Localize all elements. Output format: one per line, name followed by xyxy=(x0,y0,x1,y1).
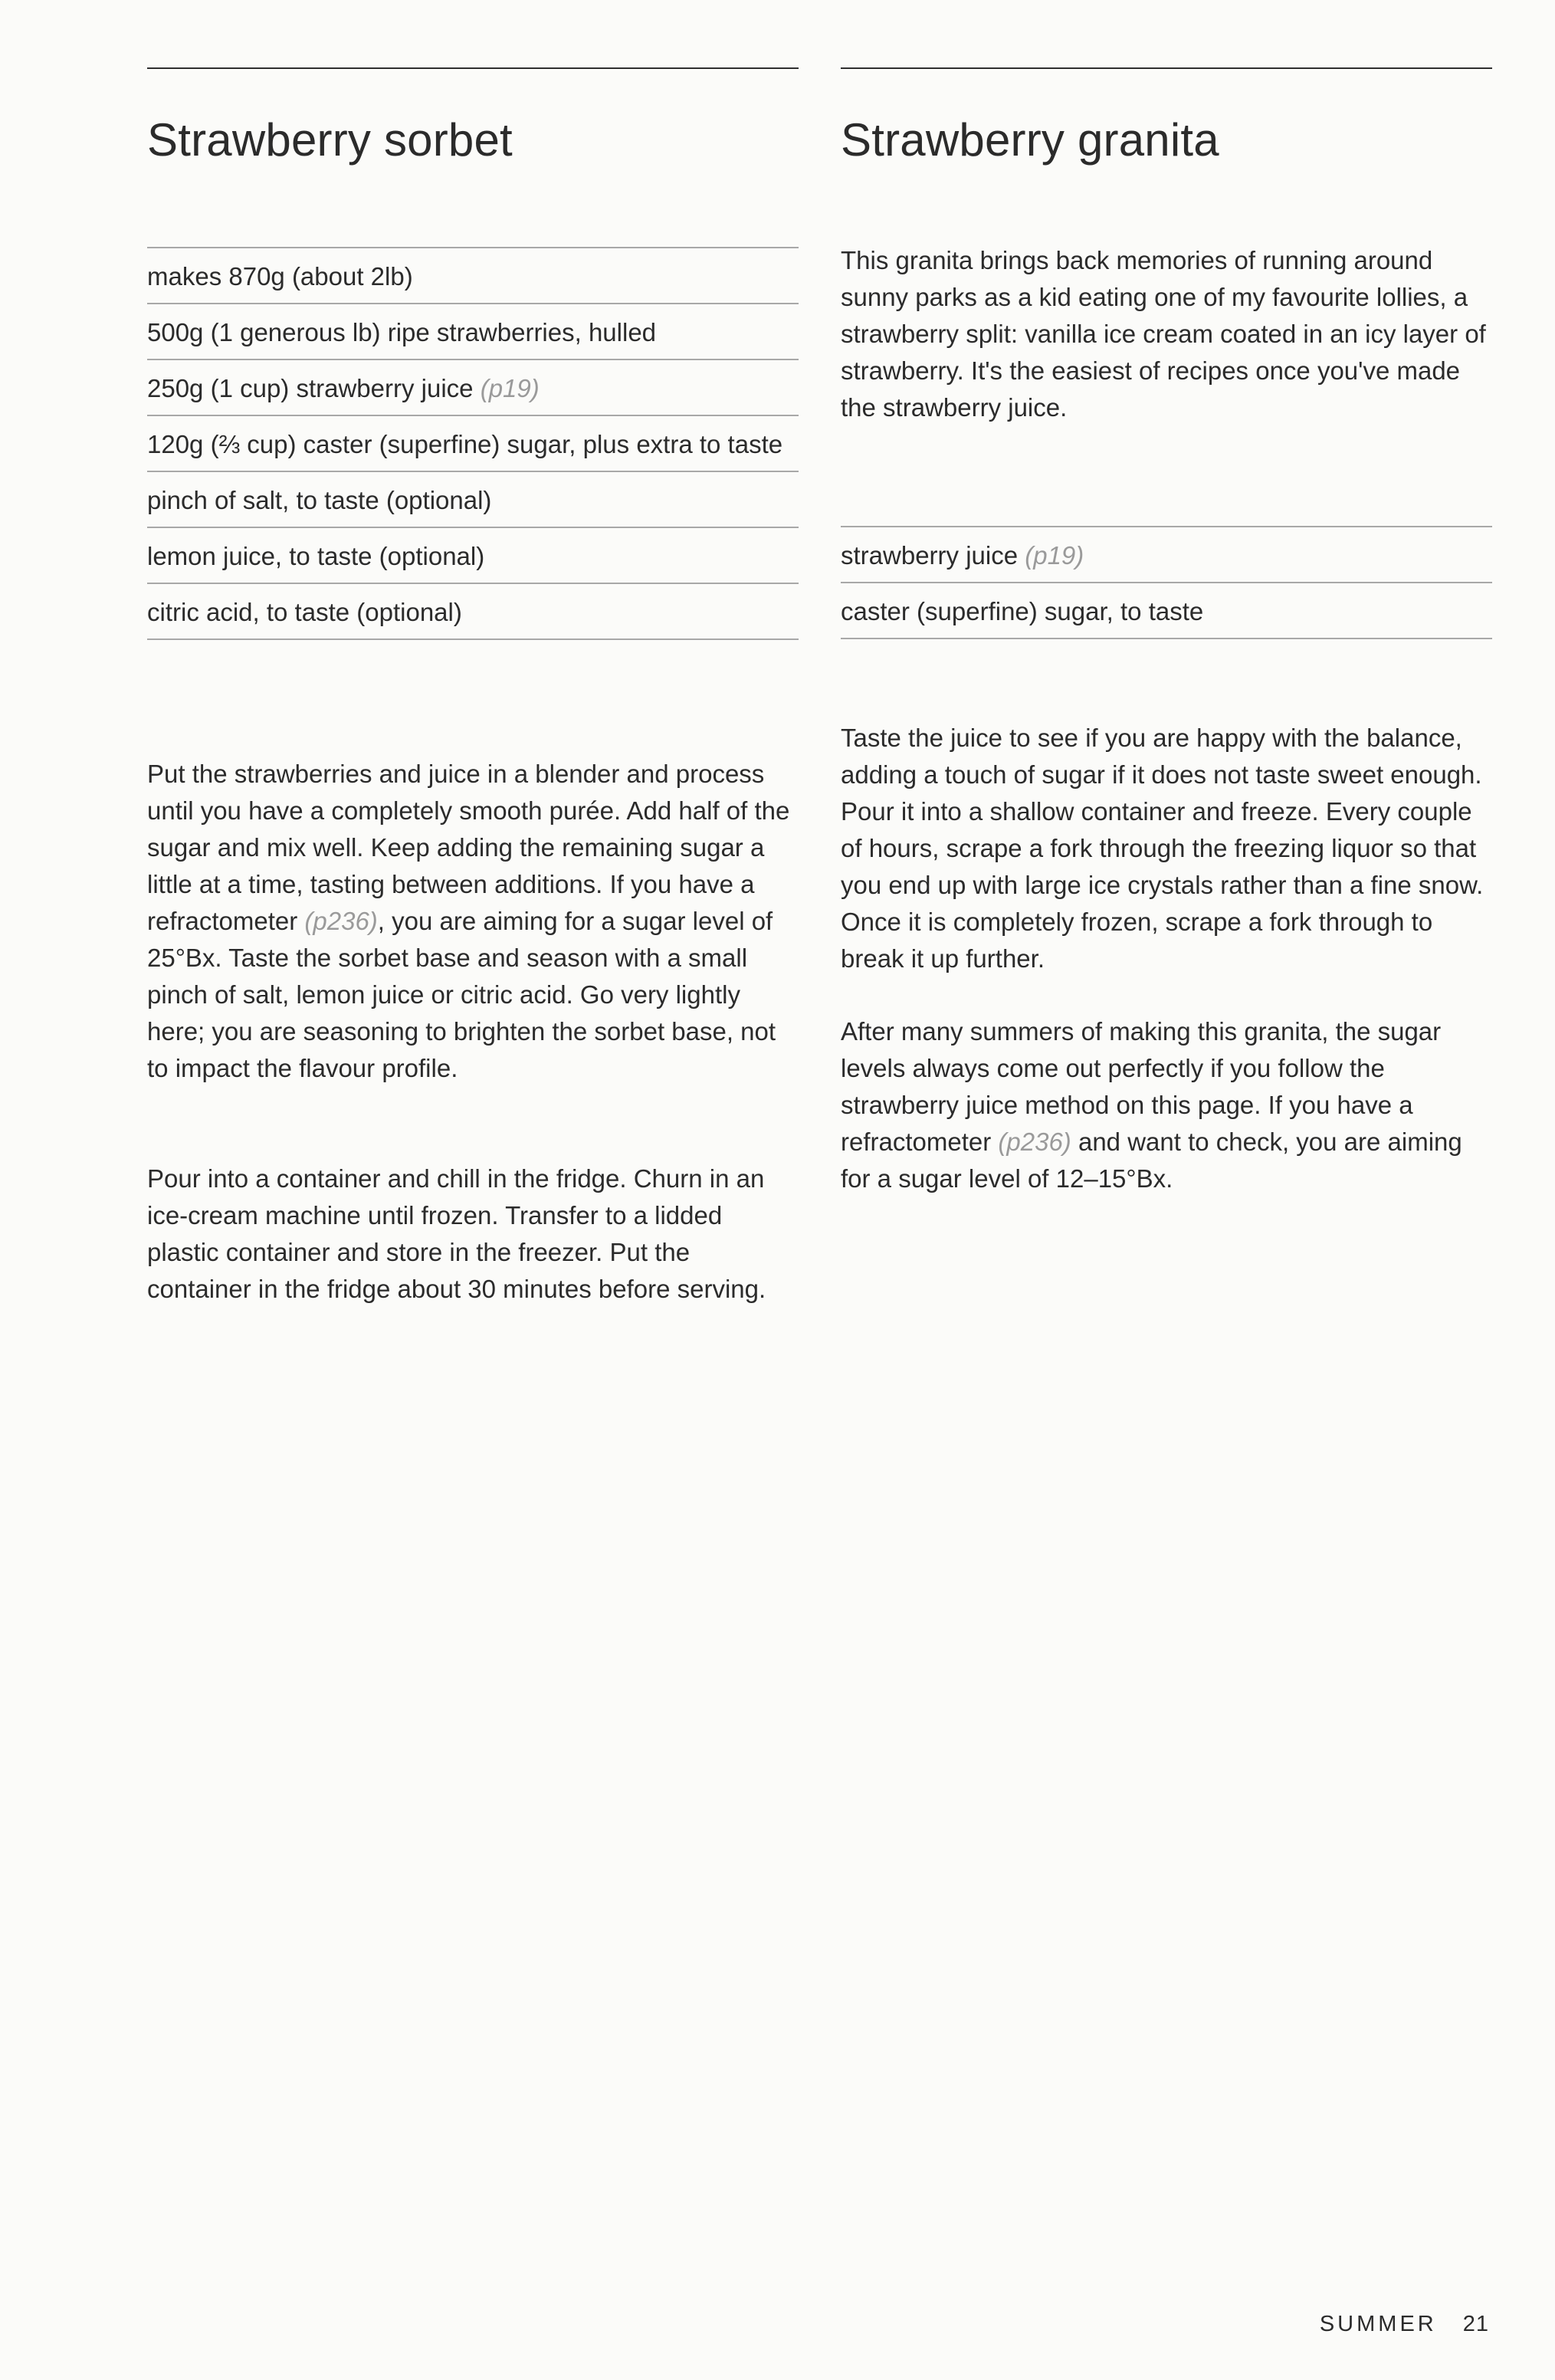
ingredient-item: caster (superfine) sugar, to taste xyxy=(841,583,1492,639)
sorbet-recipe xyxy=(147,0,799,2380)
title-rule xyxy=(841,67,1492,69)
sorbet-method-paragraph-2: Pour into a container and chill in the fridge. Churn in an ice-cream machine until frozen. Transfer to a lidded plastic container and store in the freezer. Put the container in the fridge about 30 minutes before serving. xyxy=(147,1164,766,1303)
page-reference: (p236) xyxy=(998,1128,1071,1156)
granita-method-paragraph-2: After many summers of making this granita, the sugar levels always come out perfectly if you follow the strawberry juice method on this page. If you have a refractometer (p236) and want to check, you are aiming for a sugar level of 12–15°Bx. xyxy=(841,1017,1462,1193)
page-reference: (p19) xyxy=(1025,541,1084,570)
ingredient-item: 250g (1 cup) strawberry juice (p19) xyxy=(147,360,799,416)
title-rule xyxy=(147,67,799,69)
ingredient-item: citric acid, to taste (optional) xyxy=(147,584,799,640)
ingredient-item: makes 870g (about 2lb) xyxy=(147,248,799,304)
sorbet-ingredient-list xyxy=(147,247,799,640)
granita-title: Strawberry granita xyxy=(841,114,1219,166)
ingredient-item: 120g (⅔ cup) caster (superfine) sugar, plus extra to taste xyxy=(147,416,799,472)
ingredient-item: lemon juice, to taste (optional) xyxy=(147,528,799,584)
ingredient-item: strawberry juice (p19) xyxy=(841,527,1492,583)
granita-ingredient-list xyxy=(841,526,1492,639)
granita-intro: This granita brings back memories of running around sunny parks as a kid eating one of my favourite lollies, a strawberry split: vanilla ice cream coated in an icy layer of strawberry. It's the easiest of recipes once you've made the strawberry juice. xyxy=(841,246,1486,422)
page-footer xyxy=(1320,2312,1489,2337)
page-reference: (p19) xyxy=(480,374,540,402)
sorbet-method-paragraph-1: Put the strawberries and juice in a blender and process until you have a completely smooth purée. Add half of the sugar and mix well. Keep adding the remaining sugar a little at a time, tasting between additions. If you have a refractometer (p236), you are aiming for a sugar level of 25°Bx. Taste the sorbet base and season with a small pinch of salt, lemon juice or citric acid. Go very lightly here; you are seasoning to brighten the sorbet base, not to impact the flavour profile. xyxy=(147,760,790,1082)
page-number: 21 xyxy=(1462,2312,1489,2336)
granita-method-paragraph-1: Taste the juice to see if you are happy with the balance, adding a touch of sugar if it does not taste sweet enough. Pour it into a shallow container and freeze. Every couple of hours, scrape a fork through the freezing liquor so that you end up with large ice crystals rather than a fine snow. Once it is completely frozen, scrape a fork through to break it up further. xyxy=(841,724,1484,973)
sorbet-title: Strawberry sorbet xyxy=(147,114,513,166)
ingredient-item: 500g (1 generous lb) ripe strawberries, hulled xyxy=(147,304,799,360)
section-name: SUMMER xyxy=(1319,2312,1437,2336)
page-reference: (p236) xyxy=(304,907,378,935)
granita-recipe xyxy=(841,0,1492,2380)
ingredient-item: pinch of salt, to taste (optional) xyxy=(147,472,799,528)
